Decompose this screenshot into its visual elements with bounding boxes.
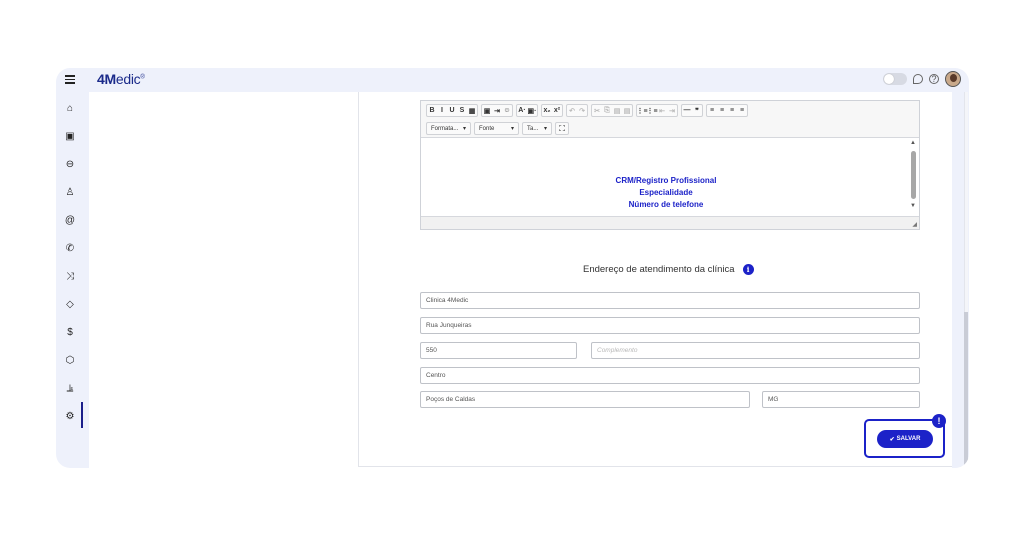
editor-toolbar	[421, 101, 919, 138]
city-field[interactable]: Poços de Caldas	[420, 391, 750, 408]
avatar[interactable]	[945, 71, 961, 87]
toolbar-button[interactable]: ≡	[729, 107, 735, 114]
fullscreen-icon[interactable]: ⛶	[555, 122, 569, 135]
toolbar-button[interactable]: ❞	[695, 107, 699, 115]
left-pane	[89, 92, 96, 468]
toolbar-button[interactable]: ≡	[739, 107, 745, 114]
scroll-down-icon[interactable]: ▼	[910, 203, 916, 209]
toolbar-button[interactable]: ▣·	[527, 107, 537, 115]
page-scroll-thumb[interactable]	[964, 312, 968, 468]
toolbar-button[interactable]: A·	[518, 107, 526, 114]
toolbar-button[interactable]: ⇥	[494, 107, 500, 115]
alert-icon: !	[932, 414, 946, 428]
settings-card	[358, 92, 969, 467]
theme-toggle[interactable]	[883, 73, 907, 85]
toolbar-button[interactable]: ▣	[483, 107, 491, 115]
toolbar-button[interactable]: ⋮≡	[646, 107, 658, 115]
toolbar-group	[591, 104, 633, 117]
app-logo[interactable]: 4Medic®	[97, 71, 145, 87]
signature-editor[interactable]	[420, 100, 920, 230]
specialty-line: Especialidade	[639, 188, 693, 197]
car-icon[interactable]: ⊖	[65, 158, 75, 170]
chat-bubble-icon[interactable]	[913, 74, 923, 84]
district-field[interactable]: Centro	[420, 367, 920, 384]
toolbar-button[interactable]: ⇤	[659, 107, 665, 115]
toolbar-button[interactable]: S	[459, 107, 465, 114]
toolbar-button[interactable]: ▦	[468, 107, 476, 115]
toolbar-button[interactable]: x₂	[543, 107, 551, 114]
state-field[interactable]: MG	[762, 391, 920, 408]
toolbar-group	[541, 104, 563, 117]
complement-field[interactable]: Complemento	[591, 342, 920, 359]
calendar-icon[interactable]: ▣	[65, 130, 75, 142]
top-bar	[56, 68, 969, 92]
phone-line: Número de telefone	[628, 200, 704, 209]
active-indicator	[81, 402, 83, 428]
toolbar-row-2	[426, 122, 569, 135]
editor-body[interactable]	[421, 139, 919, 216]
toolbar-button[interactable]: ⋮≡	[636, 107, 648, 115]
editor-content	[421, 175, 911, 211]
toolbar-button[interactable]: I	[441, 107, 443, 114]
settings-icon[interactable]: ⚙	[65, 410, 75, 422]
toolbar-button[interactable]: ⇥	[669, 107, 675, 115]
toolbar-button[interactable]: ↶	[569, 107, 575, 115]
editor-scrollbar[interactable]	[911, 151, 916, 199]
toolbar-button[interactable]: B	[429, 107, 435, 114]
toolbar-button[interactable]: ≡	[709, 107, 715, 114]
top-icons	[883, 71, 961, 87]
font-select[interactable]: Fonte ▾	[474, 122, 519, 135]
user-icon[interactable]: ♙	[65, 186, 75, 198]
number-field[interactable]: 550	[420, 342, 577, 359]
at-icon[interactable]: @	[64, 214, 76, 226]
toolbar-button[interactable]: ▤	[613, 107, 621, 115]
toolbar-group	[636, 104, 678, 117]
toolbar-group	[481, 104, 513, 117]
toolbar-button[interactable]: ✂	[594, 107, 600, 115]
toolbar-button[interactable]: —	[683, 107, 691, 114]
scroll-up-icon[interactable]: ▲	[910, 140, 916, 146]
main-content	[96, 92, 952, 468]
info-icon[interactable]: i	[743, 264, 754, 275]
menu-icon[interactable]	[65, 75, 75, 84]
toolbar-button[interactable]: ▤	[623, 107, 631, 115]
toolbar-group	[681, 104, 703, 117]
toolbar-group	[426, 104, 478, 117]
chart-icon[interactable]: ⫡	[66, 382, 74, 394]
toolbar-button[interactable]: ≡	[719, 107, 725, 114]
street-field[interactable]: Rua Junqueiras	[420, 317, 920, 334]
shuffle-icon[interactable]: ⤨	[66, 270, 74, 282]
home-icon[interactable]: ⌂	[66, 102, 74, 114]
format-select[interactable]: Formata... ▾	[426, 122, 471, 135]
help-circle-icon[interactable]: ?	[929, 74, 939, 84]
clinic-name-field[interactable]: Clinica 4Medic	[420, 292, 920, 309]
toolbar-group	[516, 104, 538, 117]
editor-footer	[421, 216, 919, 229]
dollar-icon[interactable]: $	[67, 326, 73, 338]
toolbar-button[interactable]: U	[449, 107, 455, 114]
app-window	[56, 68, 969, 468]
toolbar-button[interactable]: ↷	[579, 107, 585, 115]
size-select[interactable]: Ta... ▾	[522, 122, 552, 135]
toolbar-button[interactable]: x²	[553, 107, 561, 114]
check-icon: ✔	[889, 436, 895, 443]
phone-icon[interactable]: ✆	[65, 242, 75, 254]
crm-line: CRM/Registro Profissional	[615, 176, 717, 185]
save-label: SALVAR	[896, 436, 921, 442]
toolbar-group	[566, 104, 588, 117]
toolbar-button[interactable]: ⎘	[604, 106, 610, 114]
resize-handle-icon[interactable]: ◢	[912, 222, 917, 228]
toolbar-button[interactable]: ☺	[503, 107, 511, 114]
section-title-text: Endereço de atendimento da clínica	[583, 264, 735, 275]
package-icon[interactable]: ⬡	[65, 354, 75, 366]
toolbar-row-1	[426, 104, 748, 117]
sidebar	[56, 92, 88, 468]
address-section-title	[583, 264, 754, 275]
tag-icon[interactable]: ◇	[66, 298, 74, 310]
save-button[interactable]	[877, 430, 933, 448]
toolbar-group	[706, 104, 748, 117]
